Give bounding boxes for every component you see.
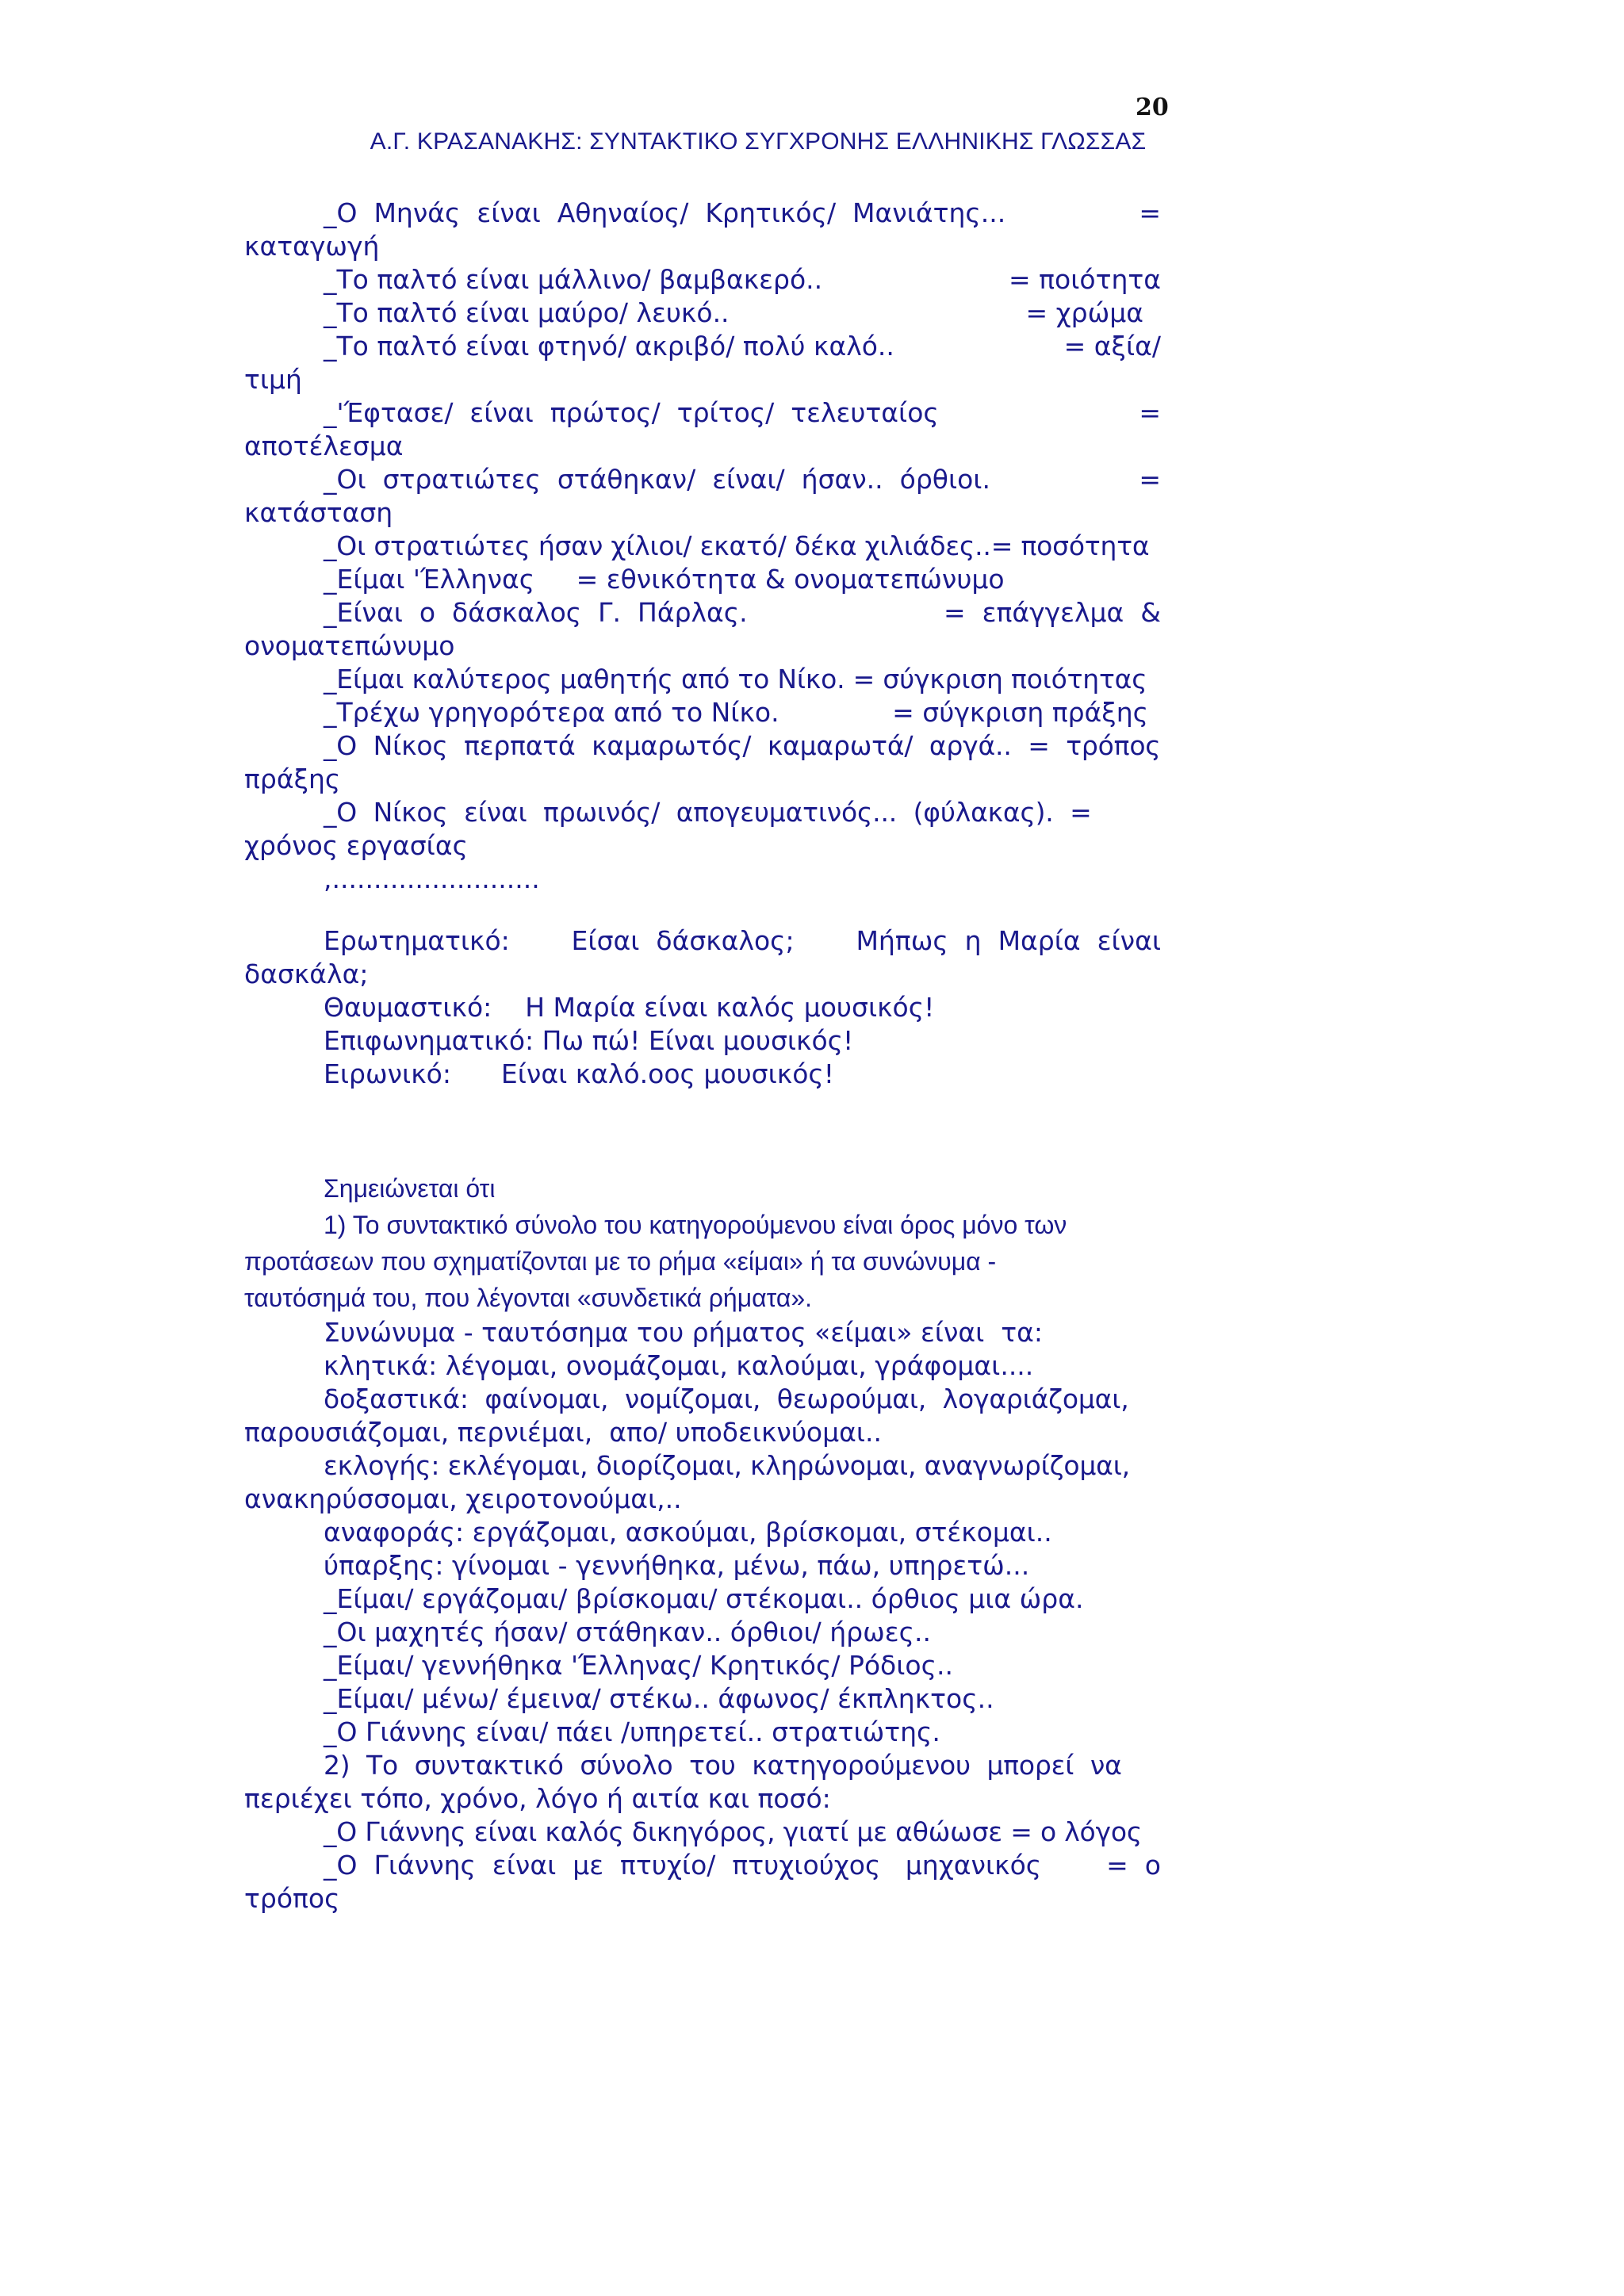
running-header (0, 128, 1427, 155)
example-line (244, 330, 1161, 363)
example-line (244, 463, 1161, 496)
notes-paragraph-2: 2) Το συντακτικό σύνολο του κατηγορούμενου μπορεί να (324, 1750, 1122, 1781)
example-line: _Είμαι καλύτερος μαθητής από το Νίκο. = σύγκριση ποιότητας (324, 664, 1147, 695)
example-text: _'Έφτασε/ είναι πρώτος/ τρίτος/ τελευταίος (324, 397, 939, 428)
example-line (244, 1849, 1161, 1882)
example-meaning: = ποιότητα (1009, 264, 1161, 295)
example-continuation: αποτέλεσμα (244, 430, 404, 461)
example-continuation: χρόνος εργασίας (244, 830, 468, 861)
example-meaning: = επάγγελμα & (944, 597, 1161, 628)
example-meaning: = σύγκριση πράξης (892, 697, 1148, 728)
example-text: _Ο Μηνάς είναι Αθηναίος/ Κρητικός/ Μανιάτης... (324, 197, 1006, 228)
spacer (244, 896, 1161, 924)
example-line (244, 263, 1161, 297)
example-text: _Τρέχω γρηγορότερα από το Νίκο. (324, 697, 779, 728)
page-number: 20 (1136, 94, 1169, 121)
synonym-group: κλητικά: λέγομαι, ονομάζομαι, καλούμαι, γράφομαι.... (324, 1350, 1034, 1381)
sentence-type-line (244, 924, 1161, 958)
example-line: _Οι μαχητές ήσαν/ στάθηκαν.. όρθιοι/ ήρωες.. (324, 1617, 931, 1647)
example-line (244, 696, 1161, 729)
synonym-group: παρουσιάζομαι, περνιέμαι, απο/ υποδεικνύομαι.. (244, 1417, 883, 1448)
synonym-group: εκλογής: εκλέγομαι, διορίζομαι, κληρώνομαι, αναγνωρίζομαι, (324, 1450, 1130, 1481)
example-meaning: = (1139, 397, 1161, 428)
notes-paragraph-1: προτάσεων που σχηματίζονται με το ρήμα «είμαι» ή τα συνώνυμα - (244, 1247, 997, 1276)
example-continuation: κατάσταση (244, 497, 393, 528)
sentence-type-example: Είσαι δάσκαλος; (571, 925, 795, 956)
example-continuation: καταγωγή (244, 231, 380, 262)
synonym-group: αναφοράς: εργάζομαι, ασκούμαι, βρίσκομαι, στέκομαι.. (324, 1517, 1052, 1548)
example-text: _Το παλτό είναι μαύρο/ λευκό.. (324, 297, 730, 328)
sentence-type-continuation: δασκάλα; (244, 959, 369, 989)
example-meaning: = (1139, 197, 1161, 228)
notes-paragraph-2: περιέχει τόπο, χρόνο, λόγο ή αιτία και ποσό: (244, 1783, 831, 1814)
example-line: _Είμαι 'Έλληνας = εθνικότητα & ονοματεπώνυμο (324, 564, 1005, 595)
example-line (244, 596, 1161, 629)
example-meaning: = ο (1106, 1850, 1161, 1881)
example-line (244, 297, 1161, 330)
sentence-type-label: Ερωτηματικό: (324, 925, 510, 956)
example-line: _Οι στρατιώτες ήσαν χίλιοι/ εκατό/ δέκα χιλιάδες..= ποσότητα (324, 530, 1150, 561)
example-continuation: πράξης (244, 763, 341, 794)
example-line: _Ο Νίκος είναι πρωινός/ απογευματινός... (φύλακας). = (324, 797, 1092, 828)
notes-intro: Σημειώνεται ότι (324, 1174, 496, 1203)
sentence-type-line: Θαυμαστικό: Η Μαρία είναι καλός μουσικός! (324, 992, 935, 1023)
example-continuation: ονοματεπώνυμο (244, 630, 455, 661)
example-line: _Ο Νίκος περπατά καμαρωτός/ καμαρωτά/ αργά.. = τρόπος (324, 730, 1161, 761)
example-line: _Είμαι/ γεννήθηκα 'Έλληνας/ Κρητικός/ Ρόδιος.. (324, 1650, 953, 1681)
example-text: _Το παλτό είναι φτηνό/ ακριβό/ πολύ καλό.. (324, 331, 894, 362)
example-meaning: = χρώμα (1025, 297, 1143, 328)
sentence-type-line: Ειρωνικό: Είναι καλό.οος μουσικός! (324, 1058, 834, 1089)
example-line: _Είμαι/ μένω/ έμεινα/ στέκω.. άφωνος/ έκπληκτος.. (324, 1683, 994, 1714)
example-text: _Ο Γιάννης είναι με πτυχίο/ πτυχιούχος μηχανικός (324, 1850, 1042, 1881)
example-continuation: τρόπος (244, 1883, 340, 1914)
synonym-group: ύπαρξης: γίνομαι - γεννήθηκα, μένω, πάω, υπηρετώ... (324, 1550, 1030, 1581)
example-meaning: = αξία/ (1063, 331, 1161, 362)
example-meaning: = (1139, 464, 1161, 495)
example-line: _Ο Γιάννης είναι/ πάει /υπηρετεί.. στρατιώτης. (324, 1716, 940, 1747)
ellipsis-line: ,......................... (324, 863, 540, 894)
document-body (244, 197, 1161, 1915)
example-continuation: τιμή (244, 364, 302, 395)
synonym-group: δοξαστικά: φαίνομαι, νομίζομαι, θεωρούμαι, λογαριάζομαι, (324, 1383, 1129, 1414)
sentence-type-line: Επιφωνηματικό: Πω πώ! Είναι μουσικός! (324, 1025, 854, 1056)
synonyms-title: Συνώνυμα - ταυτόσημα του ρήματος «είμαι» είναι τα: (324, 1317, 1044, 1348)
example-line: _Ο Γιάννης είναι καλός δικηγόρος, γιατί με αθώωσε = ο λόγος (324, 1816, 1143, 1847)
sentence-type-example: Μήπως η Μαρία είναι (856, 925, 1161, 956)
example-line (244, 197, 1161, 230)
notes-paragraph-1: 1) Το συντακτικό σύνολο του κατηγορούμενου είναι όρος μόνο των (324, 1211, 1067, 1239)
example-text: _Οι στρατιώτες στάθηκαν/ είναι/ ήσαν.. όρθιοι. (324, 464, 990, 495)
example-text: _Είναι ο δάσκαλος Γ. Πάρλας. (324, 597, 748, 628)
spacer (244, 1091, 1161, 1170)
example-line (244, 396, 1161, 430)
example-line: _Είμαι/ εργάζομαι/ βρίσκομαι/ στέκομαι.. όρθιος μια ώρα. (324, 1583, 1084, 1614)
example-text: _Το παλτό είναι μάλλινο/ βαμβακερό.. (324, 264, 823, 295)
running-header-text: Α.Γ. ΚΡΑΣΑΝΑΚΗΣ: ΣΥΝΤΑΚΤΙΚΟ ΣΥΓΧΡΟΝΗΣ ΕΛΛΗΝΙΚΗΣ ΓΛΩΣΣΑΣ (370, 128, 1147, 155)
synonym-group: ανακηρύσσομαι, χειροτονούμαι,.. (244, 1483, 682, 1514)
notes-paragraph-1: ταυτόσημά του, που λέγονται «συνδετικά ρήματα». (244, 1284, 813, 1312)
